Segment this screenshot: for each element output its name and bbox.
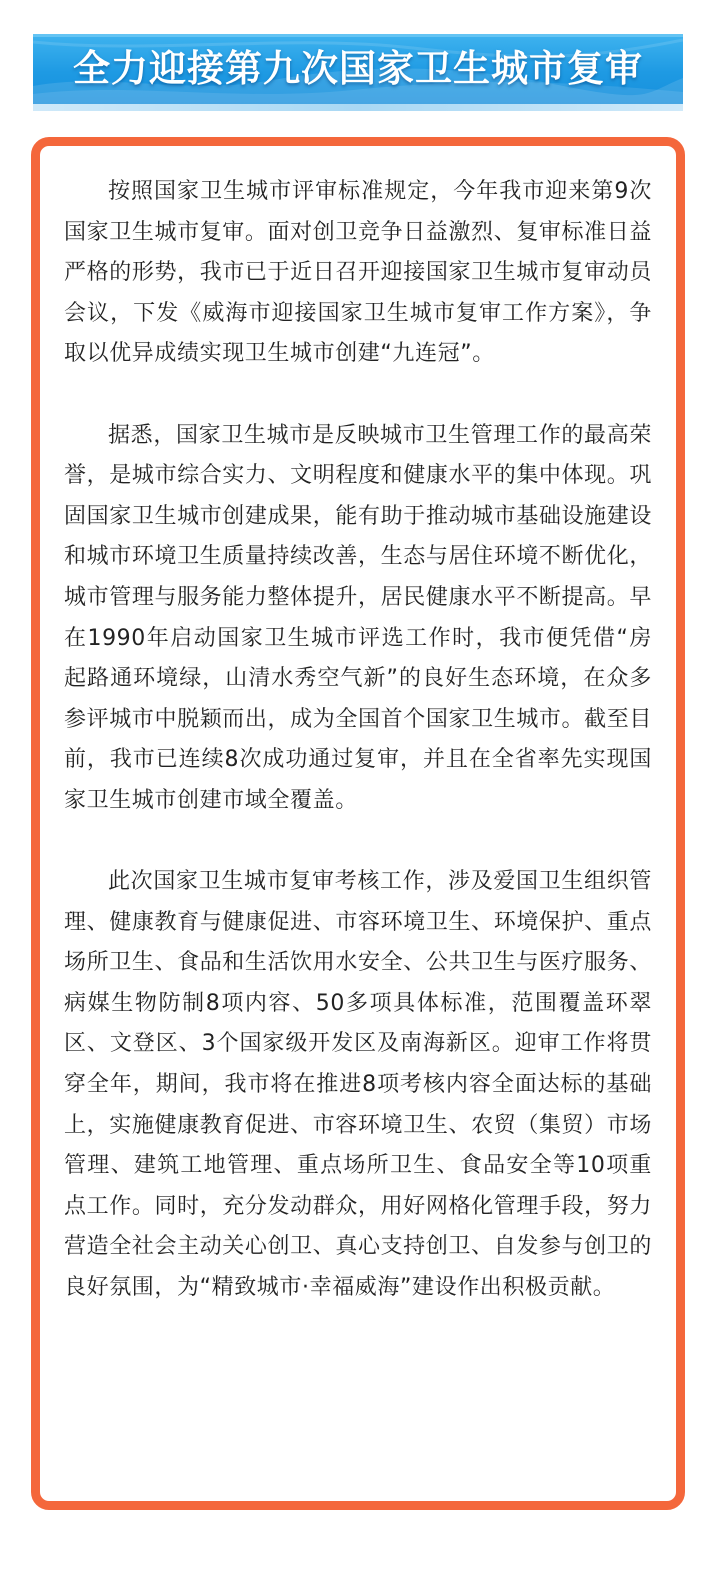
article-frame [31, 137, 685, 1510]
paragraph-2: 据悉，国家卫生城市是反映城市卫生管理工作的最高荣誉，是城市综合实力、文明程度和健康水平的集中体现。巩固国家卫生城市创建成果，能有助于推动城市基础设施建设和城市环境卫生质量持续改善，生态与居住环境不断优化，城市管理与服务能力整体提升，居民健康水平不断提高。早在1990年启动国家卫生城市评选工作时，我市便凭借“房起路通环境绿，山清水秀空气新”的良好生态环境，在众多参评城市中脱颖而出，成为全国首个国家卫生城市。截至目前，我市已连续8次成功通过复审，并且在全省率先实现国家卫生城市创建市域全覆盖。 [64, 422, 652, 813]
page-title: 全力迎接第九次国家卫生城市复审 [73, 47, 643, 90]
article-body [64, 172, 652, 1309]
title-banner [33, 34, 683, 104]
paragraph-3: 此次国家卫生城市复审考核工作，涉及爱国卫生组织管理、健康教育与健康促进、市容环境卫生、环境保护、重点场所卫生、食品和生活饮用水安全、公共卫生与医疗服务、病媒生物防制8项内容、50多项具体标准，范围覆盖环翠区、文登区、3个国家级开发区及南海新区。迎审工作将贯穿全年，期间，我市将在推进8项考核内容全面达标的基础上，实施健康教育促进、市容环境卫生、农贸（集贸）市场管理、建筑工地管理、重点场所卫生、食品安全等10项重点工作。同时，充分发动群众，用好网格化管理手段，努力营造全社会主动关心创卫、真心支持创卫、自发参与创卫的良好氛围，为“精致城市·幸福威海”建设作出积极贡献。 [64, 869, 652, 1301]
banner-underline [33, 104, 683, 111]
paragraph-1: 按照国家卫生城市评审标准规定，今年我市迎来第9次国家卫生城市复审。面对创卫竞争日益激烈、复审标准日益严格的形势，我市已于近日召开迎接国家卫生城市复审动员会议，下发《威海市迎接国家卫生城市复审工作方案》，争取以优异成绩实现卫生城市创建“九连冠”。 [64, 179, 652, 367]
